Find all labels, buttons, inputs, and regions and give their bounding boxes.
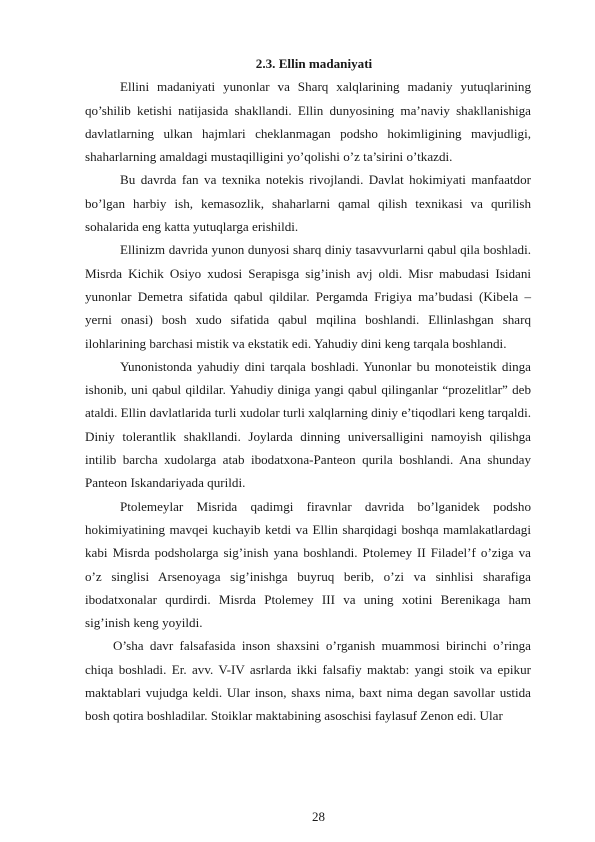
paragraph-3: Ellinizm davrida yunon dunyosi sharq diniy tasavvurlarni qabul qila boshladi. Misrda Kichik Osiyo xudosi Serapisga sig’inish avj oldi. Misr mabudasi Isidani yunonlar Demetra sifatida qabul qildilar. Pergamda Frigiya ma’budasi (Kibela – yerni onasi) bosh xudo sifatida qabul mqilina boshlandi. Ellinlashgan sharq ilohlarining barchasi mistik va ekstatik edi. Yahudiy dini keng tarqala boshlandi. — [85, 242, 531, 351]
paragraph-6: O’sha davr falsafasida inson shaxsini o’rganish muammosi birinchi o’ringa chiqa boshladi. Er. avv. V-IV asrlarda ikki falsafiy maktab: yangi stoik va epikur maktablari vujudga keldi. Ular inson, shaxs nima, baxt nima degan savollar ustida bosh qotira boshladilar. Stoiklar maktabining asoschisi faylasuf Zenon edi. Ular — [85, 638, 531, 724]
page-number: 28 — [312, 809, 325, 824]
paragraph-1: Ellini madaniyati yunonlar va Sharq xalqlarining madaniy yutuqlarining qo’shilib ketishi natijasida shakllandi. Ellin dunyosining ma’naviy shakllanishiga davlatlarning ulkan hajmlari cheklanmagan podsho hokimligining mavjudligi, shaharlarning amaldagi mustaqilligini yo’qolishi o’z ta’sirini o’tkazdi. — [85, 79, 531, 165]
paragraph-4: Yunonistonda yahudiy dini tarqala boshladi. Yunonlar bu monoteistik dinga ishonib, uni qabul qildilar. Yahudiy diniga yangi qabul qilinganlar “prozelitlar” deb ataldi. Ellin davlatlarida turli xudolar turli xalqlarning diniy e’tiqodlari keng tarqaldi. Diniy tolerantlik shakllandi. Joylarda dinning universalligini namoyish qilishga intilib barcha xudolarga atab ibodatxona-Panteon qurila boshlandi. Ana shunday Panteon Iskandariyada qurildi. — [85, 358, 531, 491]
section-title: 2.3. Ellin madaniyati — [255, 56, 373, 71]
page-content — [85, 52, 531, 728]
paragraph-2: Bu davrda fan va texnika notekis rivojlandi. Davlat hokimiyati manfaatdor bo’lgan harbiy ish, kemasozlik, shaharlarni qamal qilish texnikasi va qurilish sohalarida eng katta yutuqlarga erishildi. — [85, 172, 531, 235]
paragraph-5: Ptolemeylar Misrida qadimgi firavnlar davrida bo’lganidek podsho hokimiyatining mavqei kuchayib ketdi va Ellin sharqidagi boshqa mamlakatlardagi kabi Misrda podsholarga sig’inish yana boshlandi. Ptolemey II Filadel’f o’ziga va o’z singlisi Arsenoyaga sig’inishga buyruq berib, o’zi va sinhlisi sharafiga ibodatxonalar qurdirdi. Misrda Ptolemey III va uning xotini Berenikaga ham sig’inish keng yoyildi. — [85, 498, 531, 631]
